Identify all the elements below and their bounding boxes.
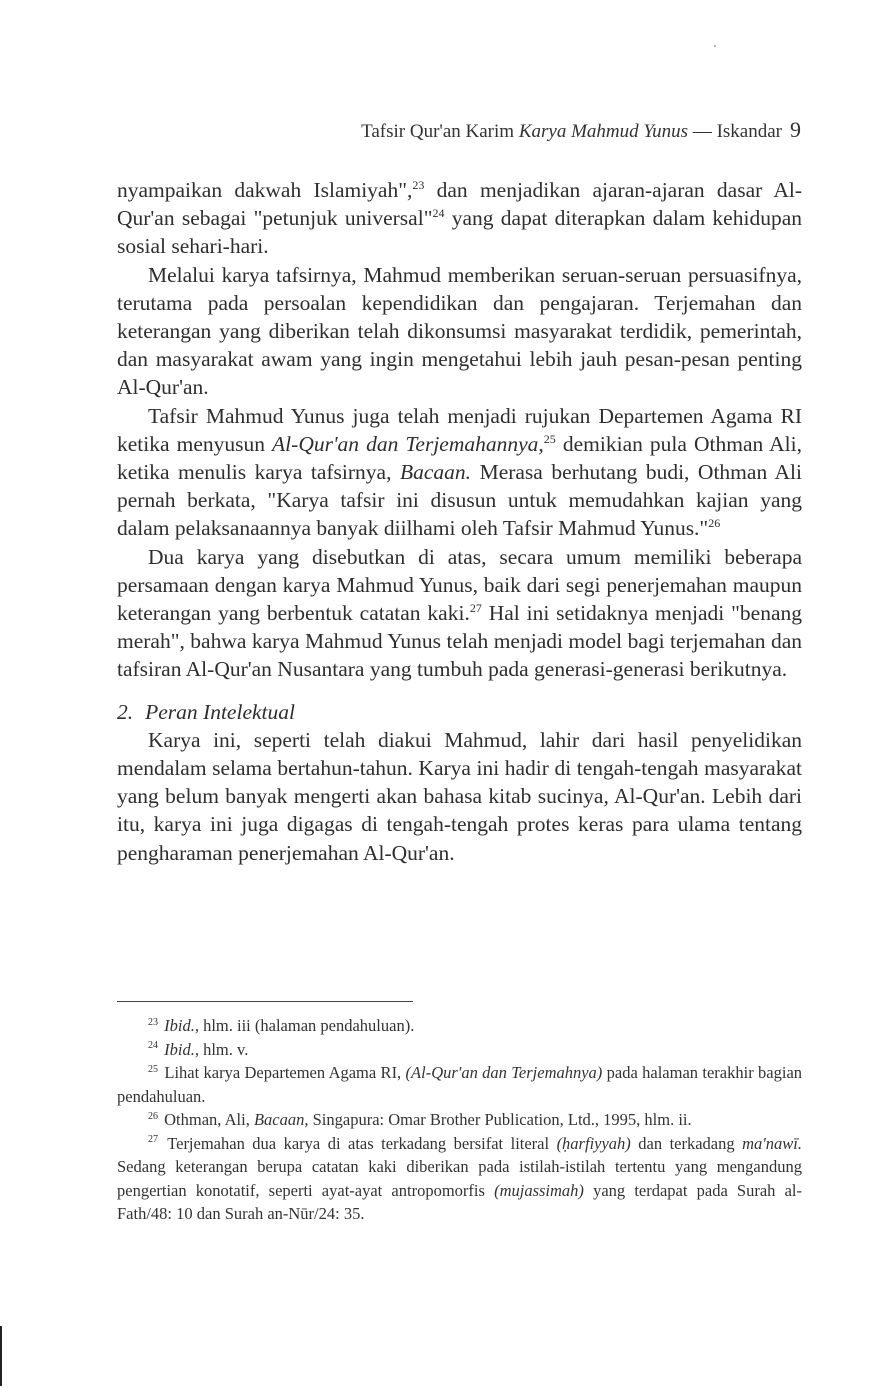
section-heading — [117, 698, 802, 726]
footnote-italic-2: ma'nawī. — [742, 1133, 803, 1153]
footnote-number: 23 — [148, 1016, 158, 1028]
header-title-italic: Karya Mahmud Yunus — [518, 121, 689, 142]
paragraph-2: Melalui karya tafsirnya, Mahmud memberikan seruan-seruan persuasifnya, terutama pada persoalan kependidikan dan pengajaran. Terjemahan dan keterangan yang diberikan telah dikonsumsi masyarakat terdidik, pemerintah, dan masyarakat awam yang ingin mengetahui lebih jauh pesan-pesan penting Al-Qur'an. — [117, 262, 802, 400]
p1-text-c: yang dapat diterapkan dalam kehidupan sosial sehari-hari. — [117, 206, 802, 259]
footnote-text: pada halaman terakhir bagian pendahuluan. — [117, 1063, 803, 1106]
section-number: 2. — [117, 699, 134, 724]
footnote-mid-2: Sedang keterangan berupa catatan kaki diberikan pada istilah-istilah tertentu yang mengandung pengertian konotatif, seperti ayat-ayat antropomorfis — [117, 1157, 802, 1200]
header-title-prefix: Tafsir Qur'an Karim — [361, 121, 519, 142]
footnote-number: 25 — [148, 1063, 158, 1075]
scan-dot — [714, 45, 716, 47]
footnote-separator — [117, 1001, 413, 1002]
footnote-italic: Ibid. — [164, 1016, 195, 1035]
footnote-ref-27: 27 — [469, 600, 482, 615]
main-body — [117, 176, 802, 867]
p3-title-1: Al-Qur'an dan Terjemahannya, — [272, 431, 544, 456]
footnote-ref-26: 26 — [708, 516, 721, 531]
page-number: 9 — [790, 117, 801, 142]
header-title-suffix: — Iskandar — [688, 121, 782, 142]
p3-text-a: Tafsir Mahmud Yunus juga telah menjadi rujukan Departemen Agama RI ketika menyusun — [117, 403, 802, 456]
paragraph-5: Karya ini, seperti telah diakui Mahmud, lahir dari hasil penyelidikan mendalam selama bertahun-tahun. Karya ini hadir di tengah-tengah masyarakat yang belum banyak mengerti akan bahasa kitab sucinya, Al-Qur'an. Lebih dari itu, karya ini juga digagas di tengah-tengah protes keras para ulama tentang pengharaman penerjemahan Al-Qur'an. — [117, 727, 802, 865]
p3-text-c: Merasa berhutang budi, Othman Ali pernah berkata, "Karya tafsir ini disusun untuk memudahkan kajian yang dalam pelaksanaannya banyak diilhami oleh Tafsir Mahmud Yunus." — [117, 460, 802, 541]
footnote-pre: Lihat karya Departemen Agama RI, — [164, 1063, 406, 1082]
footnote-23 — [117, 1014, 802, 1038]
footnote-24 — [117, 1038, 802, 1062]
footnote-ref-23: 23 — [412, 177, 425, 192]
footnote-italic: (ḥarfiyyah) — [556, 1133, 631, 1153]
footnote-italic: (Al-Qur'an dan Terjemahnya) — [405, 1063, 603, 1082]
footnote-text: , hlm. iii (halaman pendahuluan). — [194, 1016, 415, 1035]
paragraph-3 — [117, 402, 802, 543]
footnote-text: Singapura: Omar Brother Publication, Ltd., 1995, hlm. ii. — [308, 1110, 692, 1129]
p4-text-a: Dua karya yang disebutkan di atas, secara umum memiliki beberapa persamaan dengan karya Mahmud Yunus, baik dari segi penerjemahan maupun keterangan yang berbentuk catatan kaki. — [117, 544, 802, 626]
footnote-number: 27 — [148, 1134, 158, 1145]
footnote-25 — [117, 1061, 802, 1108]
footnote-pre: Terjemahan dua karya di atas terkadang bersifat literal — [167, 1133, 557, 1153]
paragraph-4 — [117, 543, 802, 684]
footnote-italic: Bacaan, — [253, 1110, 309, 1129]
p3-title-2: Bacaan. — [400, 460, 472, 485]
footnote-mid: dan terkadang — [630, 1133, 743, 1153]
p1-text-a: nyampaikan dakwah Islamiyah", — [117, 178, 413, 202]
footnotes — [117, 1014, 802, 1226]
p3-text-b: demikian pula Othman Ali, ketika menulis karya tafsirnya, — [117, 431, 802, 485]
p4-text-b: Hal ini setidaknya menjadi "benang merah", bahwa karya Mahmud Yunus telah menjadi model bagi terjemahan dan tafsiran Al-Qur'an Nusantara yang tumbuh pada generasi-generasi berikutnya. — [117, 601, 802, 682]
footnote-italic-3: (mujassimah) — [494, 1180, 584, 1200]
p1-text-b: dan menjadikan ajaran-ajaran dasar Al-Qur'an sebagai "petunjuk universal" — [117, 178, 803, 231]
footnote-italic: Ibid. — [164, 1039, 195, 1059]
footnote-ref-25: 25 — [543, 431, 556, 446]
footnote-27 — [117, 1132, 802, 1226]
footnote-26 — [117, 1108, 802, 1132]
footnote-ref-24: 24 — [432, 206, 445, 221]
footnote-number: 26 — [148, 1110, 158, 1122]
footnote-text: yang terdapat pada Surah al-Fath/48: 10 dan Surah an-Nūr/24: 35. — [117, 1180, 802, 1223]
paragraph-1 — [117, 176, 802, 261]
footnote-pre: Othman, Ali, — [164, 1110, 254, 1129]
running-header — [361, 117, 801, 143]
footnote-number: 24 — [148, 1040, 158, 1051]
section-title: Peran Intelektual — [145, 699, 295, 724]
footnote-text: , hlm. v. — [194, 1039, 249, 1059]
scan-mark-left — [0, 1326, 2, 1386]
